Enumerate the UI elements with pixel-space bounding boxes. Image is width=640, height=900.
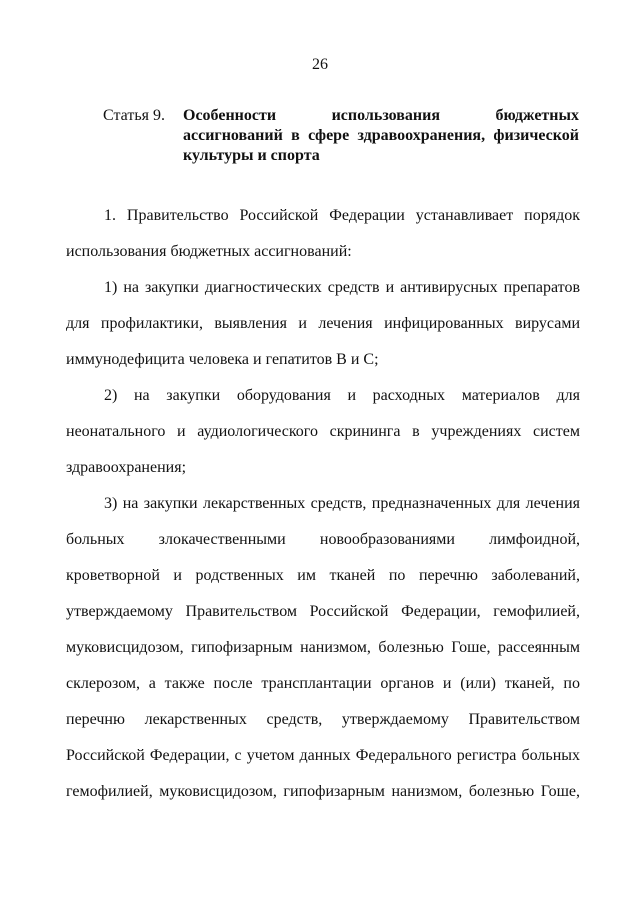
paragraph-line: использования бюджетных ассигнований: — [66, 243, 352, 260]
paragraph-3 — [66, 378, 580, 486]
paragraph-line: Российской Федерации, с учетом данных Федерального регистра больных — [66, 747, 580, 764]
paragraph-4 — [66, 486, 580, 810]
article-label: Статья 9. — [103, 107, 165, 124]
paragraph-line: 1) на закупки диагностических средств и антивирусных препаратов — [104, 279, 580, 296]
article-body — [66, 198, 580, 810]
paragraph-line: 2) на закупки оборудования и расходных материалов для — [104, 387, 580, 404]
article-heading — [103, 106, 579, 166]
paragraph-line: муковисцидозом, гипофизарным нанизмом, болезнью Гоше, рассеянным — [66, 639, 580, 656]
paragraph-line: 3) на закупки лекарственных средств, предназначенных для лечения — [104, 495, 580, 512]
paragraph-line: склерозом, а также после трансплантации органов и (или) тканей, по — [66, 675, 580, 692]
paragraph-line: утверждаемому Правительством Российской Федерации, гемофилией, — [66, 603, 580, 620]
paragraph-line: 1. Правительство Российской Федерации устанавливает порядок — [104, 207, 580, 224]
paragraph-line: для профилактики, выявления и лечения инфицированных вирусами — [66, 315, 580, 332]
paragraph-line: иммунодефицита человека и гепатитов B и C; — [66, 351, 379, 368]
paragraph-line: больных злокачественными новообразованиями лимфоидной, — [66, 531, 580, 548]
paragraph-line: перечню лекарственных средств, утверждаемому Правительством — [66, 711, 580, 728]
paragraph-line: гемофилией, муковисцидозом, гипофизарным нанизмом, болезнью Гоше, — [66, 783, 580, 800]
paragraph-line: неонатального и аудиологического скрининга в учреждениях систем — [66, 423, 580, 440]
page-number: 26 — [312, 56, 328, 73]
article-title: Особенности использования бюджетных ассигнований в сфере здравоохранения, физической культуры и спорта — [183, 107, 579, 164]
paragraph-2 — [66, 270, 580, 378]
paragraph-line: здравоохранения; — [66, 459, 187, 476]
paragraph-1 — [66, 198, 580, 270]
paragraph-line: кроветворной и родственных им тканей по перечню заболеваний, — [66, 567, 580, 584]
